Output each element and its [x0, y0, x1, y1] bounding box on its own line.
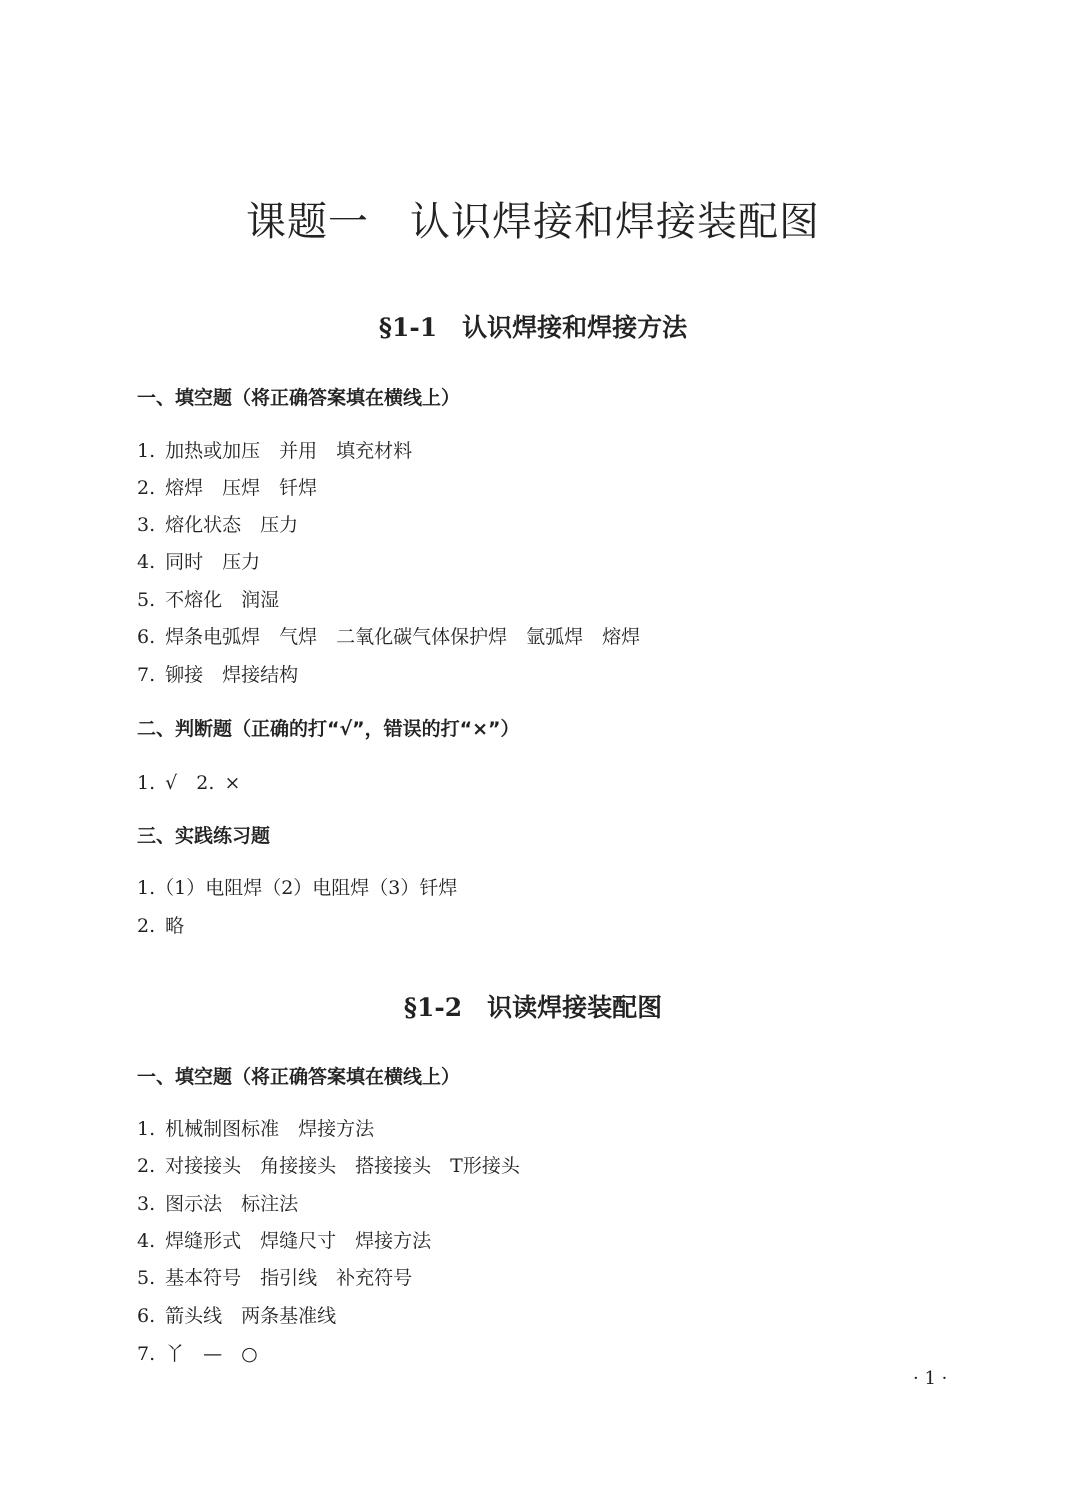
answer-line: 7. 丫 — ○	[137, 1343, 258, 1365]
answer-line: 5. 不熔化 润湿	[137, 589, 280, 611]
answer-line: 2. 略	[137, 915, 185, 937]
answer-line: 2. 熔焊 压焊 钎焊	[137, 477, 318, 499]
answer-line: 6. 焊条电弧焊 气焊 二氧化碳气体保护焊 氩弧焊 熔焊	[137, 626, 641, 648]
part-heading-practice: 三、实践练习题	[137, 825, 271, 847]
answer-line: 1. √ 2. ×	[137, 772, 241, 794]
answer-line: 7. 铆接 焊接结构	[137, 664, 299, 686]
answer-line: 6. 箭头线 两条基准线	[137, 1305, 337, 1327]
answer-line: 4. 焊缝形式 焊缝尺寸 焊接方法	[137, 1230, 432, 1252]
section-heading-1-2: §1-2 识读焊接装配图	[403, 993, 663, 1022]
answer-line: 5. 基本符号 指引线 补充符号	[137, 1267, 413, 1289]
page-number: · 1 ·	[913, 1368, 948, 1389]
answer-line: 2. 对接接头 角接接头 搭接接头 T形接头	[137, 1155, 520, 1177]
section-heading-1-1: §1-1 认识焊接和焊接方法	[378, 313, 688, 342]
answer-line: 3. 图示法 标注法	[137, 1193, 299, 1215]
part-heading-fill-blank: 一、填空题（将正确答案填在横线上）	[137, 387, 461, 409]
answer-line: 1. 加热或加压 并用 填充材料	[137, 440, 413, 462]
part-heading-true-false: 二、判断题（正确的打“√”，错误的打“×”）	[137, 718, 520, 740]
answer-line: 1.（1）电阻焊（2）电阻焊（3）钎焊	[137, 877, 458, 899]
answer-line: 3. 熔化状态 压力	[137, 514, 299, 536]
answer-line: 1. 机械制图标准 焊接方法	[137, 1118, 375, 1140]
part-heading-fill-blank: 一、填空题（将正确答案填在横线上）	[137, 1066, 461, 1088]
page-title: 课题一 认识焊接和焊接装配图	[246, 199, 820, 245]
answer-line: 4. 同时 压力	[137, 551, 261, 573]
